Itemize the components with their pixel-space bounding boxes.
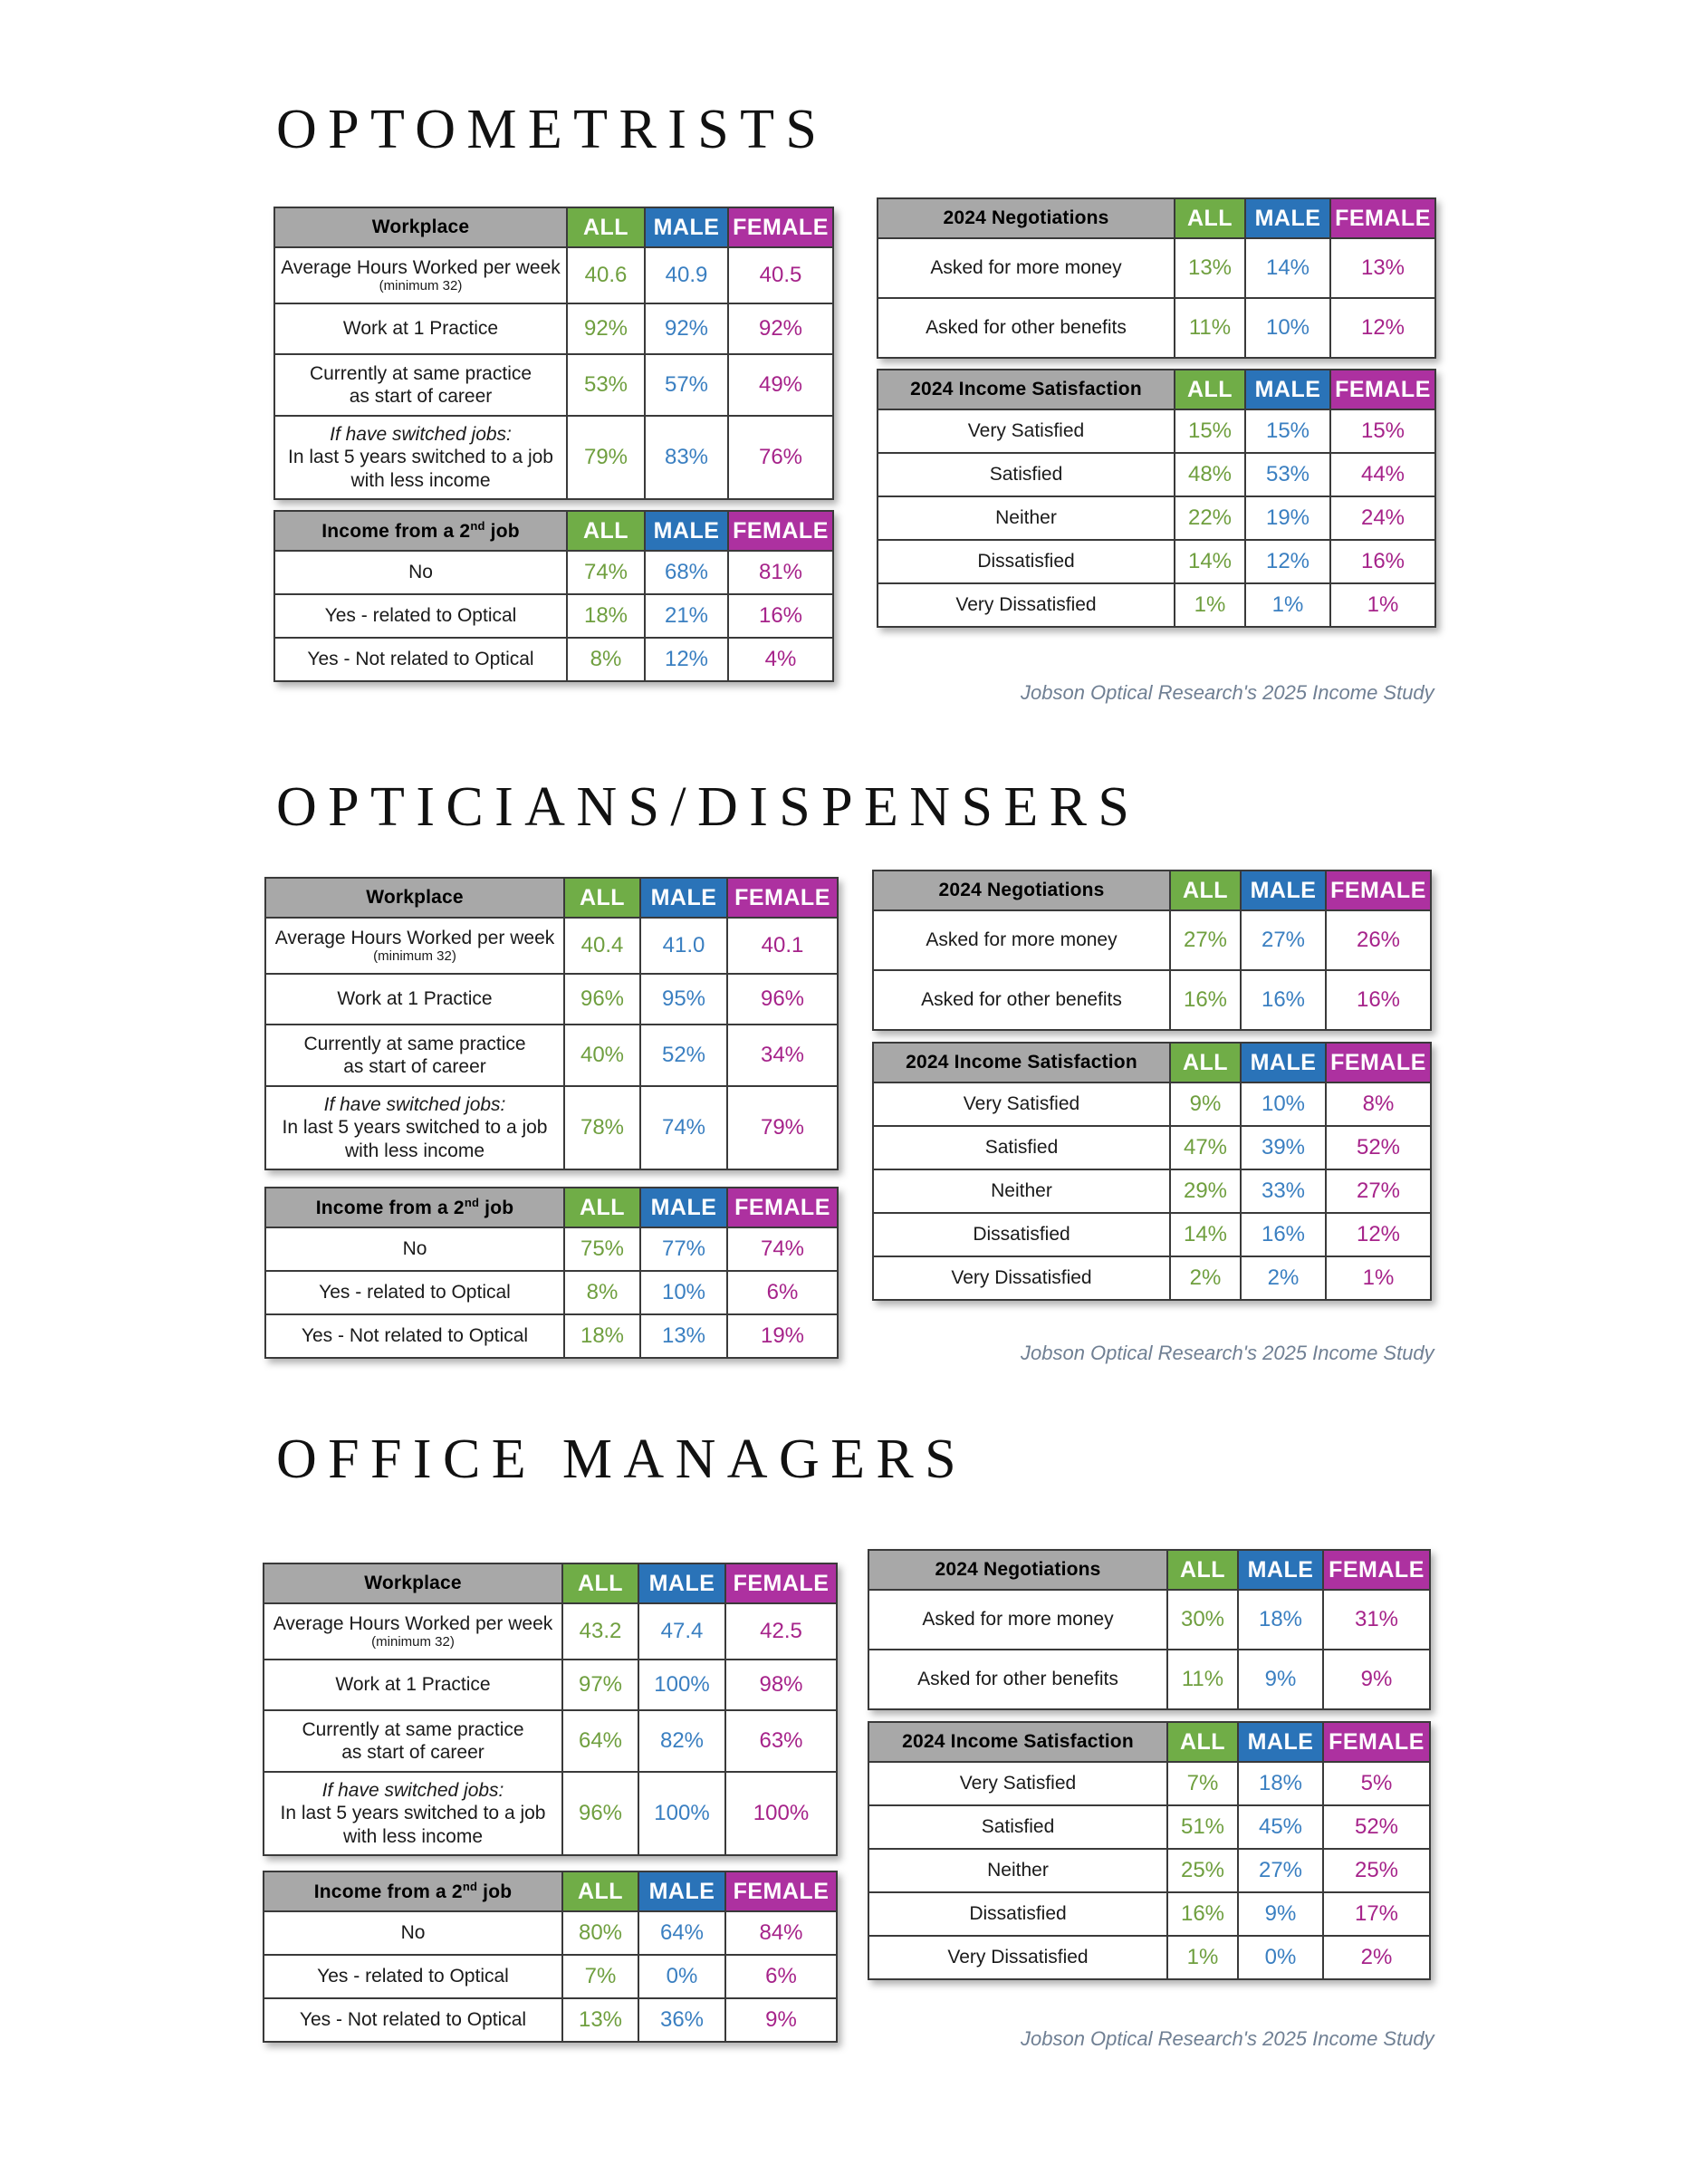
table-row — [265, 1227, 838, 1271]
table-header-row — [878, 370, 1435, 409]
cell-value-female: 44% — [1330, 453, 1435, 496]
cell-value-male: 41.0 — [640, 918, 727, 974]
cell-value-male: 27% — [1241, 910, 1326, 970]
table-row — [264, 1710, 837, 1772]
cell-value-all: 97% — [562, 1660, 638, 1710]
cell-value-female: 2% — [1323, 1936, 1430, 1979]
row-label: Average Hours Worked per week (minimum 32) — [265, 918, 564, 974]
row-label: Asked for other benefits — [868, 1650, 1167, 1709]
column-header-female: FEMALE — [1326, 871, 1431, 910]
cell-value-female: 76% — [728, 416, 833, 499]
column-header-female: FEMALE — [725, 1563, 837, 1603]
table-row — [264, 1998, 837, 2042]
cell-value-all: 43.2 — [562, 1603, 638, 1660]
cell-value-female: 9% — [725, 1998, 837, 2042]
row-label: Average Hours Worked per week (minimum 32) — [274, 247, 567, 303]
cell-value-all: 78% — [564, 1086, 640, 1169]
row-label: Work at 1 Practice — [274, 303, 567, 354]
table-negotiations — [872, 870, 1430, 1031]
cell-value-male: 10% — [1245, 298, 1330, 358]
table-row — [868, 1762, 1430, 1805]
column-header-male: MALE — [1238, 1722, 1323, 1762]
table-header-row — [265, 1188, 838, 1227]
column-header-title: 2024 Negotiations — [873, 871, 1170, 910]
table-header-row — [265, 878, 838, 918]
cell-value-female: 15% — [1330, 409, 1435, 453]
row-label: Neither — [868, 1849, 1167, 1892]
cell-value-female: 52% — [1323, 1805, 1430, 1849]
cell-value-all: 64% — [562, 1710, 638, 1772]
cell-value-male: 10% — [1241, 1082, 1326, 1126]
row-label: If have switched jobs: In last 5 years switched to a job with less income — [265, 1086, 564, 1169]
row-label: Dissatisfied — [873, 1213, 1170, 1256]
cell-value-all: 7% — [1167, 1762, 1238, 1805]
cell-value-female: 19% — [727, 1314, 838, 1358]
cell-value-all: 8% — [564, 1271, 640, 1314]
column-header-all: ALL — [1175, 370, 1245, 409]
column-header-female: FEMALE — [1323, 1722, 1430, 1762]
table-row — [274, 551, 833, 594]
table-row — [265, 974, 838, 1025]
table-row — [878, 583, 1435, 627]
column-header-all: ALL — [564, 1188, 640, 1227]
cell-value-female: 25% — [1323, 1849, 1430, 1892]
column-header-all: ALL — [1170, 871, 1241, 910]
cell-value-male: 0% — [638, 1955, 725, 1998]
table-row — [265, 918, 838, 974]
cell-value-all: 11% — [1167, 1650, 1238, 1709]
cell-value-all: 40.6 — [567, 247, 645, 303]
table-row — [868, 1892, 1430, 1936]
cell-value-all: 9% — [1170, 1082, 1241, 1126]
table-workplace — [273, 207, 832, 500]
cell-value-male: 40.9 — [645, 247, 728, 303]
table-row — [873, 1256, 1431, 1300]
column-header-title: Workplace — [274, 207, 567, 247]
table-row — [265, 1314, 838, 1358]
table-row — [264, 1660, 837, 1710]
row-label: Yes - related to Optical — [274, 594, 567, 638]
cell-value-all: 14% — [1170, 1213, 1241, 1256]
row-label: Very Satisfied — [878, 409, 1175, 453]
cell-value-all: 74% — [567, 551, 645, 594]
column-header-all: ALL — [1167, 1550, 1238, 1590]
row-label: Dissatisfied — [868, 1892, 1167, 1936]
table-row — [274, 354, 833, 416]
cell-value-male: 53% — [1245, 453, 1330, 496]
cell-value-female: 96% — [727, 974, 838, 1025]
table-row — [265, 1271, 838, 1314]
cell-value-female: 40.1 — [727, 918, 838, 974]
cell-value-all: 51% — [1167, 1805, 1238, 1849]
cell-value-female: 12% — [1326, 1213, 1431, 1256]
cell-value-all: 25% — [1167, 1849, 1238, 1892]
column-header-all: ALL — [567, 511, 645, 551]
row-label: Yes - Not related to Optical — [264, 1998, 562, 2042]
column-header-title: Workplace — [265, 878, 564, 918]
column-header-female: FEMALE — [1330, 198, 1435, 238]
cell-value-female: 81% — [728, 551, 833, 594]
row-label: Very Dissatisfied — [873, 1256, 1170, 1300]
table-header-row — [274, 511, 833, 551]
cell-value-all: 75% — [564, 1227, 640, 1271]
cell-value-male: 13% — [640, 1314, 727, 1358]
column-header-male: MALE — [1241, 1043, 1326, 1082]
cell-value-all: 40.4 — [564, 918, 640, 974]
cell-value-female: 5% — [1323, 1762, 1430, 1805]
column-header-male: MALE — [640, 878, 727, 918]
cell-value-female: 52% — [1326, 1126, 1431, 1169]
cell-value-male: 74% — [640, 1086, 727, 1169]
cell-value-all: 22% — [1175, 496, 1245, 540]
cell-value-female: 49% — [728, 354, 833, 416]
table-header-row — [868, 1722, 1430, 1762]
cell-value-male: 47.4 — [638, 1603, 725, 1660]
table-header-row — [274, 207, 833, 247]
table-row — [873, 1126, 1431, 1169]
table-row — [265, 1086, 838, 1169]
cell-value-female: 98% — [725, 1660, 837, 1710]
cell-value-male: 0% — [1238, 1936, 1323, 1979]
table-row — [264, 1772, 837, 1855]
table-row — [274, 638, 833, 681]
column-header-male: MALE — [640, 1188, 727, 1227]
attribution-text: Jobson Optical Research's 2025 Income Study — [1021, 1342, 1434, 1364]
cell-value-male: 68% — [645, 551, 728, 594]
cell-value-female: 40.5 — [728, 247, 833, 303]
row-label: Currently at same practice as start of career — [274, 354, 567, 416]
section-title: OPTOMETRISTS — [276, 99, 829, 160]
table-second_job — [273, 510, 832, 682]
table-workplace — [264, 877, 837, 1170]
table-row — [873, 1213, 1431, 1256]
row-label: Very Dissatisfied — [868, 1936, 1167, 1979]
column-header-male: MALE — [645, 207, 728, 247]
table-row — [868, 1650, 1430, 1709]
cell-value-all: 48% — [1175, 453, 1245, 496]
column-header-title: 2024 Negotiations — [868, 1550, 1167, 1590]
cell-value-male: 39% — [1241, 1126, 1326, 1169]
table-row — [873, 1169, 1431, 1213]
column-header-title: 2024 Income Satisfaction — [873, 1043, 1170, 1082]
row-label: Asked for more money — [873, 910, 1170, 970]
cell-value-male: 77% — [640, 1227, 727, 1271]
table-satisfaction — [868, 1721, 1429, 1980]
cell-value-female: 16% — [728, 594, 833, 638]
row-label: Work at 1 Practice — [265, 974, 564, 1025]
table-row — [868, 1936, 1430, 1979]
table-row — [274, 303, 833, 354]
cell-value-female: 12% — [1330, 298, 1435, 358]
row-label: Neither — [878, 496, 1175, 540]
table-row — [878, 298, 1435, 358]
cell-value-female: 16% — [1330, 540, 1435, 583]
column-header-male: MALE — [1238, 1550, 1323, 1590]
cell-value-all: 29% — [1170, 1169, 1241, 1213]
cell-value-all: 16% — [1167, 1892, 1238, 1936]
table-row — [878, 540, 1435, 583]
cell-value-male: 33% — [1241, 1169, 1326, 1213]
row-label: Dissatisfied — [878, 540, 1175, 583]
column-header-male: MALE — [638, 1563, 725, 1603]
cell-value-male: 100% — [638, 1660, 725, 1710]
column-header-female: FEMALE — [1326, 1043, 1431, 1082]
table-second_job — [263, 1871, 836, 2043]
cell-value-female: 24% — [1330, 496, 1435, 540]
column-header-title: 2024 Income Satisfaction — [868, 1722, 1167, 1762]
section-title: OFFICE MANAGERS — [276, 1429, 968, 1490]
column-header-female: FEMALE — [1323, 1550, 1430, 1590]
column-header-all: ALL — [1175, 198, 1245, 238]
table-row — [274, 247, 833, 303]
cell-value-all: 18% — [567, 594, 645, 638]
row-label: Very Satisfied — [873, 1082, 1170, 1126]
cell-value-female: 79% — [727, 1086, 838, 1169]
cell-value-female: 6% — [727, 1271, 838, 1314]
cell-value-male: 95% — [640, 974, 727, 1025]
column-header-title: 2024 Negotiations — [878, 198, 1175, 238]
cell-value-male: 15% — [1245, 409, 1330, 453]
cell-value-male: 14% — [1245, 238, 1330, 298]
cell-value-female: 26% — [1326, 910, 1431, 970]
cell-value-all: 92% — [567, 303, 645, 354]
table-row — [265, 1025, 838, 1086]
row-label: Yes - Not related to Optical — [274, 638, 567, 681]
cell-value-male: 36% — [638, 1998, 725, 2042]
column-header-male: MALE — [1241, 871, 1326, 910]
cell-value-female: 13% — [1330, 238, 1435, 298]
row-label: Satisfied — [868, 1805, 1167, 1849]
cell-value-male: 64% — [638, 1911, 725, 1955]
column-header-male: MALE — [638, 1871, 725, 1911]
cell-value-male: 21% — [645, 594, 728, 638]
cell-value-all: 53% — [567, 354, 645, 416]
cell-value-male: 92% — [645, 303, 728, 354]
cell-value-male: 10% — [640, 1271, 727, 1314]
table-header-row — [868, 1550, 1430, 1590]
cell-value-female: 92% — [728, 303, 833, 354]
cell-value-female: 74% — [727, 1227, 838, 1271]
cell-value-all: 47% — [1170, 1126, 1241, 1169]
row-label: Currently at same practice as start of career — [265, 1025, 564, 1086]
cell-value-all: 27% — [1170, 910, 1241, 970]
row-label: Asked for other benefits — [878, 298, 1175, 358]
cell-value-all: 15% — [1175, 409, 1245, 453]
column-header-female: FEMALE — [728, 207, 833, 247]
cell-value-all: 11% — [1175, 298, 1245, 358]
row-label: If have switched jobs: In last 5 years switched to a job with less income — [274, 416, 567, 499]
cell-value-male: 9% — [1238, 1892, 1323, 1936]
table-row — [274, 594, 833, 638]
cell-value-female: 31% — [1323, 1590, 1430, 1650]
cell-value-female: 100% — [725, 1772, 837, 1855]
row-label: Currently at same practice as start of career — [264, 1710, 562, 1772]
column-header-male: MALE — [1245, 370, 1330, 409]
cell-value-female: 1% — [1326, 1256, 1431, 1300]
row-label: Average Hours Worked per week (minimum 32) — [264, 1603, 562, 1660]
column-header-all: ALL — [567, 207, 645, 247]
cell-value-female: 63% — [725, 1710, 837, 1772]
cell-value-all: 1% — [1175, 583, 1245, 627]
cell-value-male: 27% — [1238, 1849, 1323, 1892]
table-satisfaction — [877, 369, 1434, 628]
table-header-row — [873, 1043, 1431, 1082]
cell-value-male: 18% — [1238, 1590, 1323, 1650]
row-label: Satisfied — [878, 453, 1175, 496]
cell-value-female: 84% — [725, 1911, 837, 1955]
column-header-title: Workplace — [264, 1563, 562, 1603]
column-header-all: ALL — [1170, 1043, 1241, 1082]
column-header-female: FEMALE — [728, 511, 833, 551]
cell-value-male: 16% — [1241, 970, 1326, 1030]
table-negotiations — [868, 1549, 1429, 1710]
table-header-row — [264, 1563, 837, 1603]
table-row — [868, 1805, 1430, 1849]
row-label: Asked for other benefits — [873, 970, 1170, 1030]
row-label: Yes - Not related to Optical — [265, 1314, 564, 1358]
column-header-female: FEMALE — [725, 1871, 837, 1911]
cell-value-female: 8% — [1326, 1082, 1431, 1126]
cell-value-all: 14% — [1175, 540, 1245, 583]
cell-value-female: 16% — [1326, 970, 1431, 1030]
cell-value-male: 19% — [1245, 496, 1330, 540]
cell-value-female: 6% — [725, 1955, 837, 1998]
table-row — [264, 1911, 837, 1955]
cell-value-all: 40% — [564, 1025, 640, 1086]
table-negotiations — [877, 197, 1434, 359]
cell-value-female: 4% — [728, 638, 833, 681]
table-row — [878, 496, 1435, 540]
column-header-all: ALL — [1167, 1722, 1238, 1762]
column-header-female: FEMALE — [727, 878, 838, 918]
attribution-text: Jobson Optical Research's 2025 Income Study — [1021, 2027, 1434, 2050]
table-second_job — [264, 1187, 837, 1359]
row-label: Neither — [873, 1169, 1170, 1213]
cell-value-male: 45% — [1238, 1805, 1323, 1849]
cell-value-all: 30% — [1167, 1590, 1238, 1650]
cell-value-female: 9% — [1323, 1650, 1430, 1709]
column-header-male: MALE — [1245, 198, 1330, 238]
row-label: No — [264, 1911, 562, 1955]
cell-value-female: 34% — [727, 1025, 838, 1086]
cell-value-male: 83% — [645, 416, 728, 499]
cell-value-male: 52% — [640, 1025, 727, 1086]
table-header-row — [873, 871, 1431, 910]
column-header-female: FEMALE — [727, 1188, 838, 1227]
cell-value-female: 17% — [1323, 1892, 1430, 1936]
row-label: Yes - related to Optical — [265, 1271, 564, 1314]
cell-value-all: 96% — [562, 1772, 638, 1855]
cell-value-male: 1% — [1245, 583, 1330, 627]
row-label: Satisfied — [873, 1126, 1170, 1169]
table-row — [264, 1603, 837, 1660]
row-label: Very Satisfied — [868, 1762, 1167, 1805]
table-row — [274, 416, 833, 499]
cell-value-all: 13% — [562, 1998, 638, 2042]
column-header-title: Income from a 2nd job — [264, 1871, 562, 1911]
table-header-row — [264, 1871, 837, 1911]
table-workplace — [263, 1563, 836, 1856]
cell-value-male: 16% — [1241, 1213, 1326, 1256]
cell-value-all: 18% — [564, 1314, 640, 1358]
table-row — [873, 1082, 1431, 1126]
cell-value-all: 96% — [564, 974, 640, 1025]
cell-value-male: 57% — [645, 354, 728, 416]
table-satisfaction — [872, 1042, 1430, 1301]
table-row — [878, 238, 1435, 298]
table-header-row — [878, 198, 1435, 238]
table-row — [873, 910, 1431, 970]
cell-value-male: 18% — [1238, 1762, 1323, 1805]
cell-value-male: 82% — [638, 1710, 725, 1772]
column-header-female: FEMALE — [1330, 370, 1435, 409]
row-label: Work at 1 Practice — [264, 1660, 562, 1710]
cell-value-male: 12% — [645, 638, 728, 681]
column-header-male: MALE — [645, 511, 728, 551]
table-row — [264, 1955, 837, 1998]
column-header-all: ALL — [562, 1563, 638, 1603]
section-title: OPTICIANS/DISPENSERS — [276, 776, 1141, 838]
cell-value-all: 1% — [1167, 1936, 1238, 1979]
cell-value-all: 79% — [567, 416, 645, 499]
cell-value-female: 42.5 — [725, 1603, 837, 1660]
row-label: Asked for more money — [878, 238, 1175, 298]
cell-value-all: 2% — [1170, 1256, 1241, 1300]
cell-value-male: 12% — [1245, 540, 1330, 583]
row-label: Very Dissatisfied — [878, 583, 1175, 627]
table-row — [873, 970, 1431, 1030]
column-header-all: ALL — [562, 1871, 638, 1911]
cell-value-all: 7% — [562, 1955, 638, 1998]
cell-value-male: 9% — [1238, 1650, 1323, 1709]
cell-value-male: 2% — [1241, 1256, 1326, 1300]
row-label: No — [274, 551, 567, 594]
cell-value-male: 100% — [638, 1772, 725, 1855]
row-label: If have switched jobs: In last 5 years switched to a job with less income — [264, 1772, 562, 1855]
cell-value-female: 1% — [1330, 583, 1435, 627]
cell-value-all: 8% — [567, 638, 645, 681]
table-row — [878, 409, 1435, 453]
row-label: Asked for more money — [868, 1590, 1167, 1650]
row-label: Yes - related to Optical — [264, 1955, 562, 1998]
table-row — [868, 1849, 1430, 1892]
cell-value-all: 80% — [562, 1911, 638, 1955]
column-header-title: 2024 Income Satisfaction — [878, 370, 1175, 409]
attribution-text: Jobson Optical Research's 2025 Income Study — [1021, 681, 1434, 704]
column-header-title: Income from a 2nd job — [265, 1188, 564, 1227]
column-header-title: Income from a 2nd job — [274, 511, 567, 551]
column-header-all: ALL — [564, 878, 640, 918]
cell-value-all: 16% — [1170, 970, 1241, 1030]
cell-value-female: 27% — [1326, 1169, 1431, 1213]
table-row — [868, 1590, 1430, 1650]
cell-value-all: 13% — [1175, 238, 1245, 298]
row-label: No — [265, 1227, 564, 1271]
table-row — [878, 453, 1435, 496]
